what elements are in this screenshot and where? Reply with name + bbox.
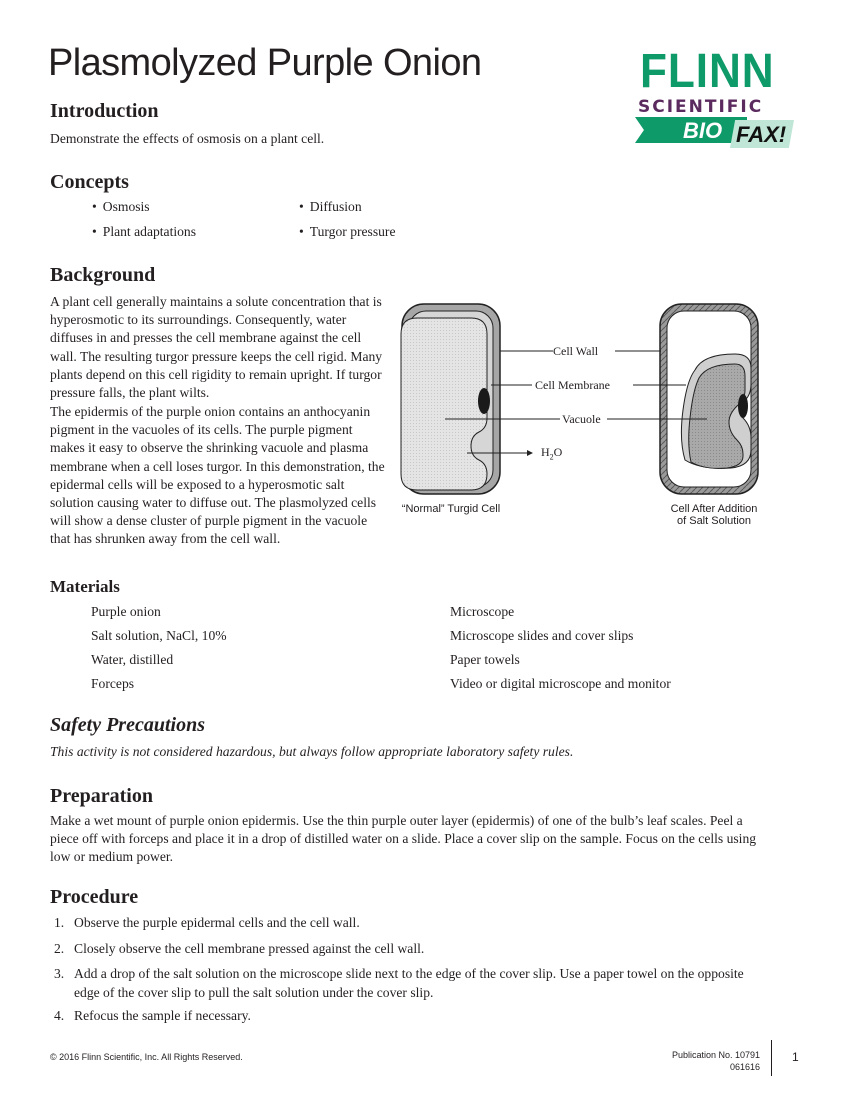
label-water-h: H xyxy=(541,445,550,459)
step-number: 2. xyxy=(54,941,65,956)
material-item: Microscope xyxy=(450,604,515,619)
procedure-step xyxy=(54,1007,764,1026)
caption-plasmolyzed-cell xyxy=(650,503,778,527)
procedure-heading: Procedure xyxy=(50,886,139,908)
logo-scientific: SCIENTIFIC xyxy=(638,97,764,117)
label-water-sub: 2 xyxy=(549,452,554,462)
material-item: Forceps xyxy=(91,676,135,691)
logo-flinn: FLINN xyxy=(640,45,775,98)
introduction-heading: Introduction xyxy=(50,100,159,122)
label-vacuole: Vacuole xyxy=(562,412,601,426)
footer-copyright: © 2016 Flinn Scientific, Inc. All Rights Reserved. xyxy=(50,1052,243,1062)
procedure-step xyxy=(54,965,764,1002)
caption-line-2: of Salt Solution xyxy=(677,515,751,527)
background-paragraph-2: The epidermis of the purple onion contains an anthocyanin pigment in the vacuoles of its cells. The purple pigment makes it easy to observe the shrinking vacuole and plasma membrane when a cell loses turgor. In this demonstration, the epidermal cells will be exposed to a hyperosmotic salt solution causing water to diffuse out. The plasmolyzed cells will show a dense cluster of purple pigment in the vacuole that has shrunken away from the cell wall. xyxy=(50,404,385,547)
step-text: Add a drop of the salt solution on the microscope slide next to the edge of the cover slip. Use a paper towel on the opposite edge of the cover slip to pull the salt solution under the cover slip. xyxy=(74,966,744,1000)
label-water xyxy=(541,445,562,461)
step-number: 3. xyxy=(54,966,65,981)
material-item: Microscope slides and cover slips xyxy=(450,628,634,643)
concept-item: • Osmosis xyxy=(92,199,150,215)
material-item: Video or digital microscope and monitor xyxy=(450,676,671,691)
concepts-heading: Concepts xyxy=(50,171,129,193)
footer-publication xyxy=(630,1049,760,1073)
page-title: Plasmolyzed Purple Onion xyxy=(48,42,482,84)
label-cell-membrane: Cell Membrane xyxy=(535,378,610,392)
label-cell-wall: Cell Wall xyxy=(553,344,599,358)
material-item: Salt solution, NaCl, 10% xyxy=(91,628,227,643)
procedure-step xyxy=(54,914,764,933)
safety-text: This activity is not considered hazardous, but always follow appropriate laboratory safety rules. xyxy=(50,744,574,759)
publication-code: 061616 xyxy=(729,1062,760,1072)
cell-diagram xyxy=(395,300,815,540)
concept-item: • Plant adaptations xyxy=(92,224,196,240)
preparation-text: Make a wet mount of purple onion epidermis. Use the thin purple outer layer (epidermis) of one of the bulb’s leaf scales. Peel a piece off with forceps and place it in a drop of distilled water on a slide. Place a cover slip on the sample. Focus on the cells using low or medium power. xyxy=(50,813,757,865)
introduction-text: Demonstrate the effects of osmosis on a plant cell. xyxy=(50,131,325,146)
step-text: Observe the purple epidermal cells and the cell wall. xyxy=(74,915,360,930)
logo-bio: BIO xyxy=(683,118,723,143)
label-water-o: O xyxy=(553,445,563,459)
footer-divider xyxy=(771,1040,772,1076)
concept-item: • Turgor pressure xyxy=(299,224,395,240)
safety-heading: Safety Precautions xyxy=(50,714,205,736)
page-number: 1 xyxy=(792,1050,799,1064)
caption-turgid-cell: “Normal” Turgid Cell xyxy=(401,503,501,515)
background-heading: Background xyxy=(50,264,156,286)
material-item: Water, distilled xyxy=(91,652,174,667)
step-text: Refocus the sample if necessary. xyxy=(74,1008,251,1023)
step-text: Closely observe the cell membrane pressed against the cell wall. xyxy=(74,941,425,956)
material-item: Paper towels xyxy=(450,652,520,667)
publication-number: Publication No. 10791 xyxy=(671,1050,760,1060)
concept-item: • Diffusion xyxy=(299,199,362,215)
material-item: Purple onion xyxy=(91,604,161,619)
flinn-logo xyxy=(630,45,810,158)
materials-heading: Materials xyxy=(50,577,120,596)
step-number: 1. xyxy=(54,915,65,930)
step-number: 4. xyxy=(54,1008,65,1023)
procedure-step xyxy=(54,940,764,959)
logo-fax: FAX! xyxy=(736,122,787,147)
preparation-heading: Preparation xyxy=(50,785,153,807)
background-paragraph-1: A plant cell generally maintains a solute concentration that is hyperosmotic to its surroundings. Consequently, water diffuses in and presses the cell membrane against the cell wall. The resulting turgor pressure keeps the cell rigid. Many plants depend on this cell rigidity to remain upright. If turgor pressure falls, the plant wilts. xyxy=(50,294,383,401)
caption-line-1: Cell After Addition xyxy=(670,503,758,515)
